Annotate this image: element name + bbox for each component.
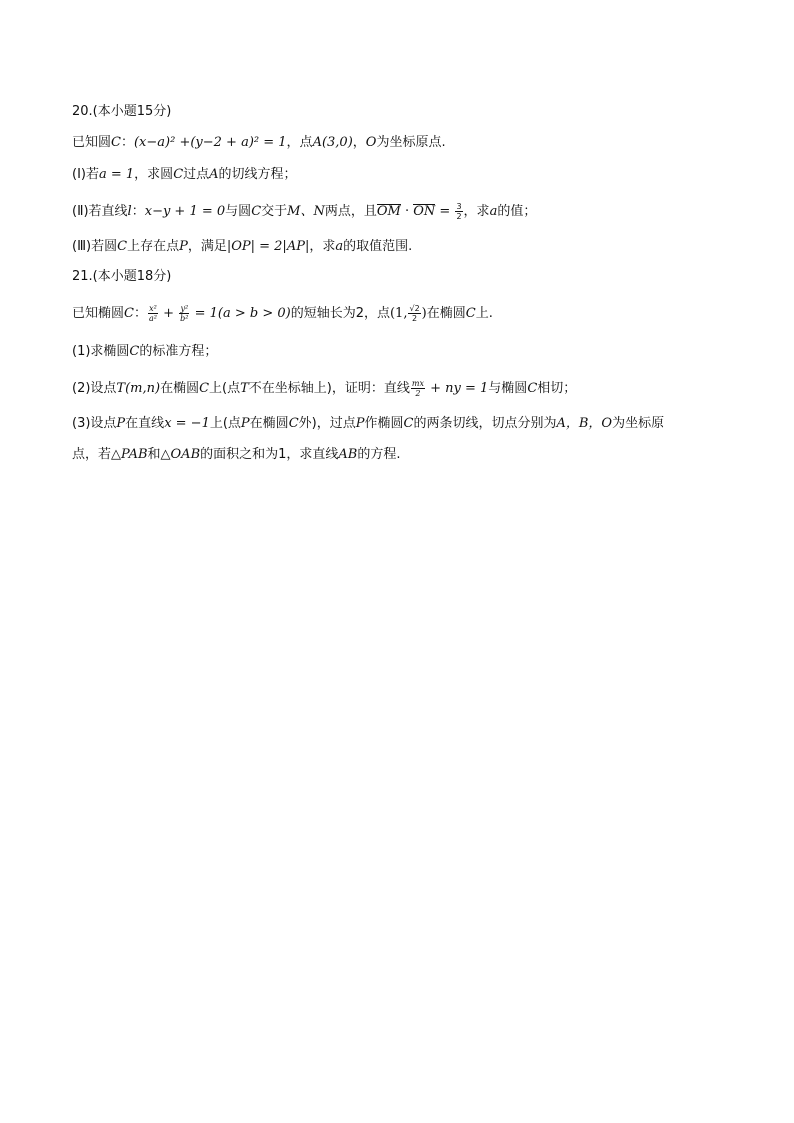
q20-part1-text: ，求圆: [134, 167, 174, 182]
q21-point-close: ): [421, 306, 427, 321]
q21-part3-text: 在直线: [125, 416, 165, 431]
fraction-denominator: 2: [415, 389, 421, 398]
q21-part3-text: 作椭圆: [364, 416, 404, 431]
q21-point-t: T(m,n): [116, 381, 161, 396]
fraction-numerator: √2: [409, 304, 420, 313]
q21-line-ab: AB: [338, 447, 358, 462]
q21-header-text: 21.(本小题18分): [72, 269, 172, 284]
q21-part3-c: C: [288, 416, 299, 431]
q21-part1-text: (1)求椭圆: [72, 344, 130, 359]
q21-line-x-minus-1: x = −1: [164, 416, 210, 431]
q21-stem-text: 的短轴长为2，点: [290, 306, 390, 321]
q20-part1-condition: a = 1: [98, 167, 135, 182]
q21-tangent-line-rest: + ny = 1: [425, 381, 489, 396]
fraction-denominator: 2: [456, 212, 462, 221]
equals-sign: =: [435, 204, 455, 219]
q20-part1-text: (Ⅰ)若: [72, 167, 99, 182]
q21-part3-line1: [72, 415, 664, 433]
fraction-denominator: b²: [180, 314, 189, 323]
q21-part3-c: C: [403, 416, 414, 431]
q20-part3-text: 上存在点: [127, 239, 180, 254]
q21-part3-text: 和: [147, 447, 161, 462]
q21-part2-text: 在椭圆: [160, 381, 200, 396]
q21-part1-c: C: [129, 344, 140, 359]
q21-point-open: (1,: [389, 306, 408, 321]
q20-part2: [72, 202, 536, 221]
dot-operator: ·: [400, 204, 414, 219]
q21-part2-text: 上(点: [209, 381, 241, 396]
q21-triangle-oab: △OAB: [160, 447, 201, 462]
fraction-denominator: 2: [412, 314, 418, 323]
q21-part3-line2: [72, 446, 401, 464]
q20-stem: [72, 134, 446, 152]
q21-ellipse-name: C: [124, 306, 134, 321]
q20-part3-text: ，求: [309, 239, 336, 254]
q21-part3-text: 为坐标原: [612, 416, 665, 431]
fraction-y2-b2: [179, 304, 189, 323]
q20-point-a: A(3,0): [312, 135, 353, 150]
q21-part3-p: P: [116, 416, 126, 431]
q21-ellipse-name: C: [465, 306, 476, 321]
q20-circle-name: C: [111, 135, 121, 150]
q20-stem-text: ，: [352, 135, 366, 150]
q20-part3: [72, 238, 412, 256]
q20-part3-p: P: [179, 239, 188, 254]
q20-part2-text: 与圆: [225, 204, 252, 219]
q21-triangle-pab: △PAB: [111, 447, 148, 462]
q20-stem-text: 为坐标原点.: [376, 135, 446, 150]
q21-points-abo: A，B，O: [556, 416, 613, 431]
q21-part2-text: (2)设点: [72, 381, 117, 396]
q21-part2-t: T: [240, 381, 249, 396]
vector-om: OM: [376, 204, 401, 219]
q21-stem-text: 在椭圆: [426, 306, 466, 321]
q21-stem-text: 上.: [475, 306, 493, 321]
q20-points-mn: M、N: [287, 204, 325, 219]
q21-part2-c: C: [527, 381, 538, 396]
q21-part2-c: C: [199, 381, 210, 396]
q20-part3-text: ，满足: [187, 239, 227, 254]
q21-stem: [72, 304, 493, 323]
q21-part3-text: 在椭圆: [249, 416, 289, 431]
q20-part2-text: 两点，且: [324, 204, 377, 219]
q20-part3-c: C: [117, 239, 128, 254]
q20-stem-text: ，点: [286, 135, 313, 150]
q20-part2-text: 的值；: [497, 204, 537, 219]
q20-part3-text: (Ⅲ)若圆: [72, 239, 118, 254]
q20-part2-text: (Ⅱ)若直线: [72, 204, 128, 219]
q20-header-text: 20.(本小题15分): [72, 104, 172, 119]
plus-sign: +: [158, 306, 179, 321]
q21-part3-text: 外)，过点: [298, 416, 356, 431]
q20-part2-c: C: [251, 204, 262, 219]
q21-header: [72, 268, 171, 286]
fraction-mx-over-2: [411, 379, 425, 398]
fraction-numerator: mx: [411, 379, 424, 388]
q21-part1: [72, 343, 217, 361]
q20-part1-text: 过点: [183, 167, 210, 182]
q20-origin: O: [365, 135, 377, 150]
fraction-three-halves: [455, 202, 462, 221]
fraction-numerator: y²: [180, 304, 189, 313]
fraction-numerator: x²: [149, 304, 157, 313]
q20-circle-equation: (x−a)² +(y−2 + a)² = 1: [133, 135, 287, 150]
q21-part3-text: 的两条切线，切点分别为: [413, 416, 557, 431]
q20-part2-text: 交于: [261, 204, 288, 219]
q20-part1-a: A: [209, 167, 219, 182]
q20-part2-a: a: [489, 204, 498, 219]
q20-line-name: l: [127, 204, 132, 219]
q21-part1-text: 的标准方程；: [139, 344, 218, 359]
q20-part2-text: ，求: [463, 204, 490, 219]
q21-part3-p: P: [240, 416, 250, 431]
q21-part3-p: P: [355, 416, 365, 431]
q20-part3-condition: |OP| = 2|AP|: [226, 239, 310, 254]
q20-colon: ：: [131, 204, 145, 219]
fraction-x2-a2: [148, 304, 158, 323]
q21-part2-text: 与椭圆: [488, 381, 528, 396]
q20-stem-text: 已知圆: [72, 135, 112, 150]
q20-line-equation: x−y + 1 = 0: [144, 204, 226, 219]
q21-part2: [72, 379, 576, 398]
q21-stem-text: 已知椭圆: [72, 306, 125, 321]
q20-part1-text: 的切线方程；: [218, 167, 297, 182]
fraction-root2-over-2: [408, 304, 420, 323]
q21-part2-text: 相切；: [537, 381, 577, 396]
q21-ellipse-equation-rest: = 1(a > b > 0): [190, 306, 291, 321]
q21-part3-text: (3)设点: [72, 416, 117, 431]
q21-part3-text: 的面积之和为1，求直线: [200, 447, 339, 462]
q21-colon: ：: [133, 306, 147, 321]
fraction-denominator: a²: [148, 314, 157, 323]
q20-part3-text: 的取值范围.: [343, 239, 413, 254]
q20-part1: [72, 166, 297, 184]
q21-part2-text: 不在坐标轴上)，证明：直线: [248, 381, 410, 396]
q21-part3-text: 点，若: [72, 447, 112, 462]
q21-part3-text: 的方程.: [357, 447, 401, 462]
q21-part3-text: 上(点: [209, 416, 241, 431]
q20-part1-c: C: [173, 167, 184, 182]
fraction-numerator: 3: [456, 202, 462, 211]
vector-on: ON: [413, 204, 436, 219]
q20-colon: ：: [120, 135, 134, 150]
q20-header: [72, 103, 171, 121]
q20-part3-a: a: [335, 239, 344, 254]
